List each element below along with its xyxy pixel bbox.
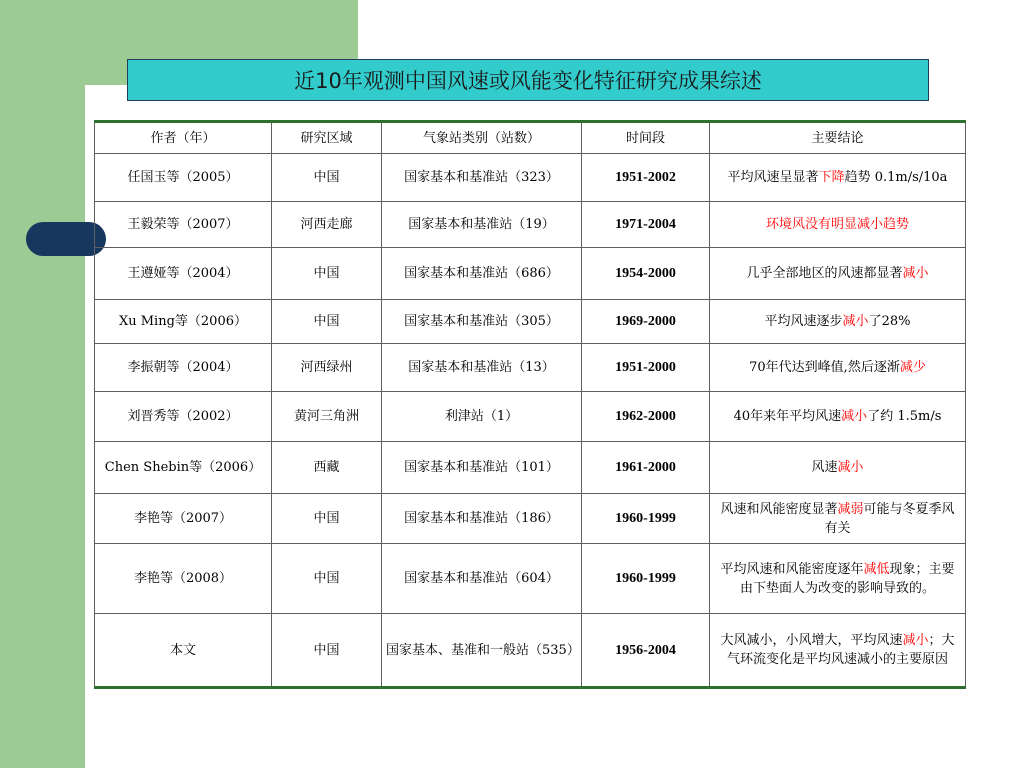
cell-conclusion	[710, 154, 966, 202]
cell-author: 任国玉等（2005）	[95, 154, 272, 202]
header-region: 研究区域	[272, 122, 382, 154]
table-row	[95, 544, 966, 614]
cell-conclusion	[710, 494, 966, 544]
slide-title-box	[127, 59, 929, 101]
table-row	[95, 442, 966, 494]
cell-region: 河西绿州	[272, 344, 382, 392]
cell-period: 1951-2000	[582, 344, 710, 392]
table-row	[95, 392, 966, 442]
cell-period: 1960-1999	[582, 544, 710, 614]
conclusion-text: 平均风速逐步	[764, 314, 843, 329]
cell-region: 中国	[272, 300, 382, 344]
conclusion-text: 趋势 0.1m/s/10a	[844, 170, 948, 185]
cell-stations: 国家基本和基准站（323）	[382, 154, 582, 202]
cell-conclusion	[710, 248, 966, 300]
cell-conclusion	[710, 344, 966, 392]
cell-author: 李振朝等（2004）	[95, 344, 272, 392]
cell-region: 西藏	[272, 442, 382, 494]
cell-stations: 国家基本和基准站（305）	[382, 300, 582, 344]
cell-region: 河西走廊	[272, 202, 382, 248]
slide-title: 近10年观测中国风速或风能变化特征研究成果综述	[294, 69, 762, 93]
conclusion-text: 风速	[811, 460, 838, 475]
cell-conclusion	[710, 202, 966, 248]
table-header-row	[95, 122, 966, 154]
cell-author: Chen Shebin等（2006）	[95, 442, 272, 494]
conclusion-text: 几乎全部地区的风速都显著	[746, 266, 903, 281]
conclusion-text: 风速和风能密度显著	[720, 501, 838, 517]
cell-period: 1969-2000	[582, 300, 710, 344]
cell-stations: 利津站（1）	[382, 392, 582, 442]
cell-conclusion	[710, 392, 966, 442]
table-row	[95, 494, 966, 544]
cell-region: 中国	[272, 614, 382, 688]
conclusion-highlight: 减小	[841, 409, 868, 424]
header-stations: 气象站类别（站数）	[382, 122, 582, 154]
table-row	[95, 300, 966, 344]
research-summary-table	[94, 120, 966, 689]
cell-period: 1951-2002	[582, 154, 710, 202]
conclusion-text: 70年代达到峰值,然后逐渐	[749, 360, 900, 375]
cell-author: 李艳等（2008）	[95, 544, 272, 614]
conclusion-highlight: 减小	[842, 314, 869, 329]
header-conclusion: 主要结论	[710, 122, 966, 154]
cell-region: 中国	[272, 544, 382, 614]
table-row	[95, 248, 966, 300]
conclusion-highlight: 减少	[899, 360, 926, 375]
cell-stations: 国家基本和基准站（13）	[382, 344, 582, 392]
table-row	[95, 154, 966, 202]
conclusion-text: 大风减小，小风增大，平均风速	[720, 633, 903, 648]
cell-author: 本文	[95, 614, 272, 688]
cell-region: 中国	[272, 154, 382, 202]
conclusion-text: 了约 1.5m/s	[867, 409, 942, 424]
cell-period: 1956-2004	[582, 614, 710, 688]
cell-author: 王遵娅等（2004）	[95, 248, 272, 300]
table-row	[95, 614, 966, 688]
cell-stations: 国家基本和基准站（686）	[382, 248, 582, 300]
cell-stations: 国家基本、基准和一般站（535）	[382, 614, 582, 688]
header-author: 作者（年）	[95, 122, 272, 154]
conclusion-text: 平均风速和风能密度逐年	[720, 561, 864, 577]
cell-author: Xu Ming等（2006）	[95, 300, 272, 344]
table-row	[95, 202, 966, 248]
cell-conclusion	[710, 614, 966, 688]
conclusion-text: 可能与冬夏季风有关	[824, 501, 955, 536]
conclusion-highlight: 下降	[818, 170, 845, 185]
cell-conclusion	[710, 544, 966, 614]
cell-stations: 国家基本和基准站（101）	[382, 442, 582, 494]
cell-stations: 国家基本和基准站（186）	[382, 494, 582, 544]
conclusion-highlight: 减小	[902, 266, 929, 281]
cell-region: 中国	[272, 248, 382, 300]
cell-region: 中国	[272, 494, 382, 544]
left-decor-bar	[0, 0, 85, 768]
conclusion-highlight: 环境风没有明显减小趋势	[765, 217, 909, 232]
conclusion-highlight: 减弱	[837, 501, 864, 517]
cell-author: 王毅荣等（2007）	[95, 202, 272, 248]
cell-stations: 国家基本和基准站（604）	[382, 544, 582, 614]
table-body	[95, 122, 966, 688]
cell-period: 1954-2000	[582, 248, 710, 300]
conclusion-text: 平均风速呈显著	[727, 170, 819, 185]
cell-stations: 国家基本和基准站（19）	[382, 202, 582, 248]
cell-period: 1960-1999	[582, 494, 710, 544]
conclusion-highlight: 减低	[863, 561, 890, 577]
cell-period: 1961-2000	[582, 442, 710, 494]
header-period: 时间段	[582, 122, 710, 154]
conclusion-highlight: 减小	[902, 633, 929, 648]
cell-period: 1971-2004	[582, 202, 710, 248]
conclusion-text: 了28%	[868, 314, 911, 329]
conclusion-text: 现象；主要由下垫面人为改变的影响导致的。	[739, 561, 955, 596]
cell-conclusion	[710, 300, 966, 344]
cell-period: 1962-2000	[582, 392, 710, 442]
cell-author: 刘晋秀等（2002）	[95, 392, 272, 442]
table-row	[95, 344, 966, 392]
cell-region: 黄河三角洲	[272, 392, 382, 442]
cell-author: 李艳等（2007）	[95, 494, 272, 544]
cell-conclusion	[710, 442, 966, 494]
conclusion-text: ；大气环流变化是平均风速减小的主要原因	[726, 633, 955, 667]
conclusion-highlight: 减小	[837, 460, 864, 475]
conclusion-text: 40年来年平均风速	[733, 409, 842, 424]
